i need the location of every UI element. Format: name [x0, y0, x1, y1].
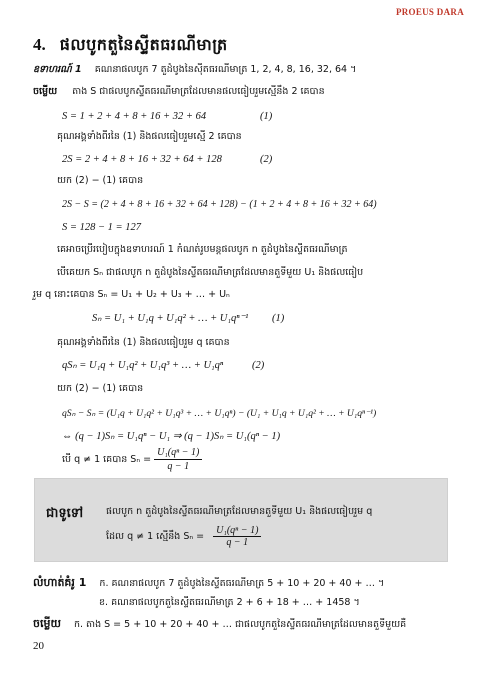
equation-4: S = 128 − 1 = 127: [62, 222, 142, 233]
summary-tag: ជាទូទៅ: [46, 506, 84, 521]
equation-6: [62, 359, 265, 372]
mult-text-2: គុណអង្គទាំងពីរនៃ (1) និងផលធៀបរួម q គេបាន: [57, 337, 230, 348]
exercise-item-b: ខ. គណនាផលបូកតួនៃស្ទីតធរណីមាត្រ 2 + 6 + 18 + … + 1458 ។: [99, 597, 360, 608]
equation-1-tag: (1): [260, 111, 273, 122]
summary-fraction-denominator: q − 1: [226, 537, 249, 548]
take-text-2: យក (2) − (1) គេបាន: [57, 383, 144, 394]
summary-line-2-text: ដែល q ≠ 1 ស្មើនឹង Sₙ =: [106, 530, 205, 542]
exercise-item-a: ក. គណនាផលបូក 7 តួដំបូងនៃស្ទីតធរណីមាត្រ 5 + 10 + 20 + 40 + … ។: [99, 578, 385, 589]
summary-line-2: [106, 525, 264, 548]
sum-fraction: [154, 446, 202, 473]
sum-fraction-denominator: q − 1: [167, 461, 190, 472]
general-text-2: បើគេយក Sₙ ជាផលបូក n តួដំបូងនៃស្ទីតធរណីមាត្រដែលមានតួទីមួយ U₁ និងផលធៀប: [57, 267, 364, 278]
take-text: យក (2) − (1) គេបាន: [57, 175, 144, 186]
sum-fraction-numerator: U₁(qⁿ − 1): [154, 446, 202, 460]
example-label: ឧទាហរណ៍ 1: [33, 64, 82, 75]
equation-5-text: Sₙ = U₁ + U₁q + U₁q² + … + U₁qⁿ⁻¹: [92, 313, 249, 324]
equation-3: 2S − S = (2 + 4 + 8 + 16 + 32 + 64 + 128) − (1 + 2 + 4 + 8 + 16 + 32 + 64): [62, 199, 377, 210]
mult-text: គុណអង្គទាំងពីរនៃ (1) និងផលធៀបរួមស្មើ 2 គេបាន: [57, 131, 242, 142]
equation-5-tag: (1): [272, 313, 285, 324]
exercise-answer-label: ចម្លើយ: [33, 617, 61, 630]
equation-8: ⇔ (q − 1)Sₙ = U₁qⁿ − U₁ ⇒ (q − 1)Sₙ = U₁(qⁿ − 1): [62, 431, 281, 442]
equation-6-text: qSₙ = U₁q + U₁q² + U₁q³ + … + U₁qⁿ: [62, 360, 224, 371]
exercise-line-a: [33, 576, 384, 590]
equation-2-text: 2S = 2 + 4 + 8 + 16 + 32 + 64 + 128: [62, 154, 222, 165]
equation-1-text: S = 1 + 2 + 4 + 8 + 16 + 32 + 64: [62, 111, 207, 122]
equation-2: [62, 153, 273, 166]
exercise-label: លំហាត់គំរូ 1: [33, 576, 87, 589]
header-tag: PROEUS DARA: [395, 7, 464, 17]
section-title-text: ផលបូកតួនៃស្ទីតធរណីមាត្រ: [59, 35, 228, 54]
page-number: 20: [33, 640, 44, 652]
summary-fraction-numerator: U₁(qⁿ − 1): [213, 525, 261, 537]
equation-2-tag: (2): [260, 154, 273, 165]
general-text-1: គេអាចប្រើរបៀបក្នុងឧទាហរណ៍ 1 កំណត់រូបមន្តផលបូក n តួដំបូងនៃស្ទីតធរណីមាត្រ: [57, 244, 348, 255]
equation-6-tag: (2): [252, 360, 265, 371]
exercise-answer-a: ក. តាង S = 5 + 10 + 20 + 40 + … ជាផលបូកតួនៃស្ទីតធរណីមាត្រដែលមានតួទីមួយគឺ: [73, 619, 407, 630]
equation-5: [92, 312, 285, 325]
equation-1: [62, 110, 273, 123]
answer-intro-line: [33, 85, 325, 98]
condition-text: បើ q ≠ 1 គេបាន Sₙ =: [62, 454, 152, 465]
example-statement: គណនាផលបូក 7 តួដំបូងនៃស៊ីតធរណីមាត្រ 1, 2, 4, 8, 16, 32, 64 ។: [94, 64, 357, 75]
equation-7: qSₙ − Sₙ = (U₁q + U₁q² + U₁q³ + … + U₁qⁿ) − (U₁ + U₁q + U₁q² + … + U₁qⁿ⁻¹): [62, 408, 377, 419]
condition-line: [62, 446, 205, 473]
example-statement-line: [33, 63, 356, 76]
general-text-3: រួម q នោះគេបាន Sₙ = U₁ + U₂ + U₃ + … + Uₙ: [33, 289, 230, 300]
summary-fraction: [213, 525, 261, 548]
section-number: 4.: [33, 35, 46, 54]
exercise-answer-line: [33, 617, 406, 631]
summary-box: [34, 478, 448, 562]
section-title: [33, 34, 228, 58]
summary-line-1: ផលបូក n តួដំបូងនៃស្ទីតធរណីមាត្រដែលមានតួទីមួយ U₁ និងផលធៀបរួម q: [106, 506, 373, 517]
answer-intro: តាង S ជាផលបូកស្ទីតធរណីមាត្រដែលមានផលធៀបរួមស្មើនឹង 2 គេបាន: [72, 86, 325, 97]
answer-label: ចម្លើយ: [33, 86, 58, 97]
